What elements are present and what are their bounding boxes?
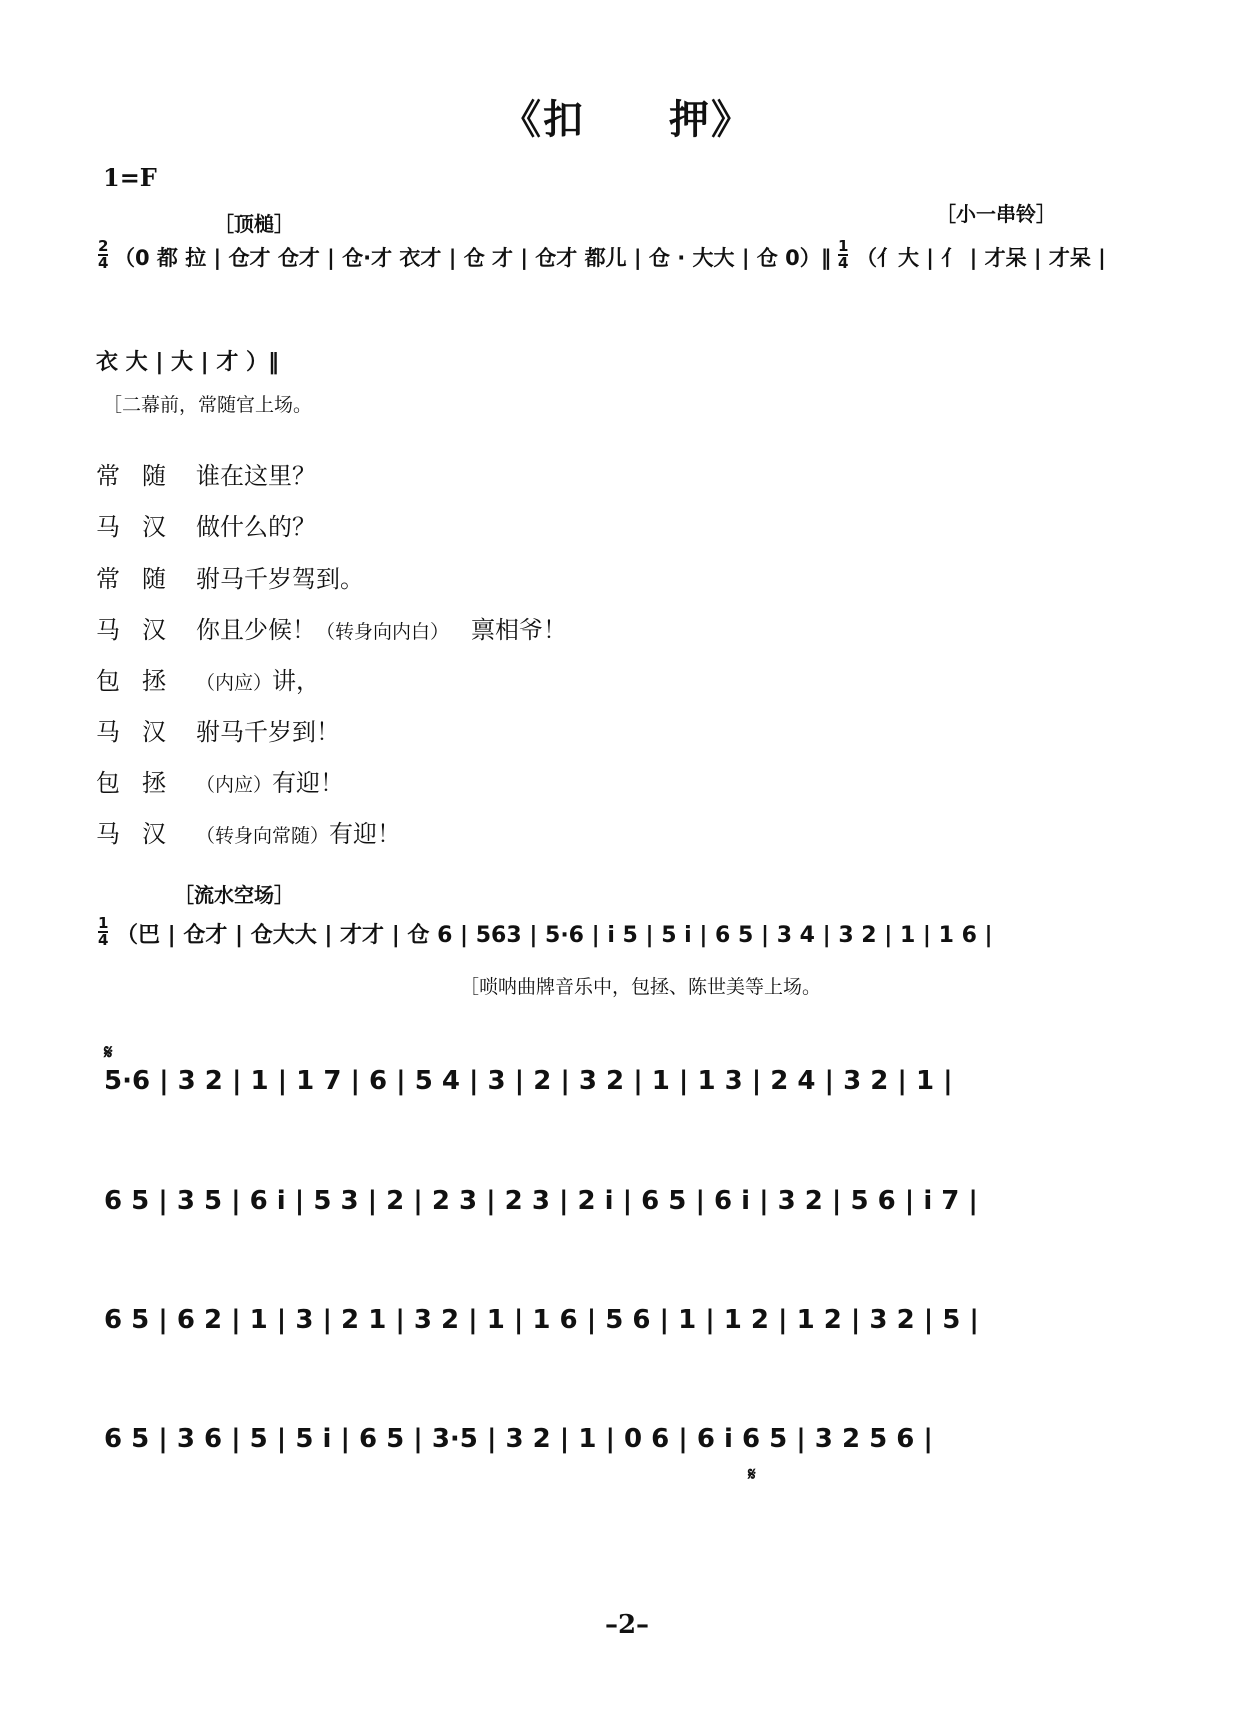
role-name: 常随 — [96, 565, 188, 593]
time-signature-denominator: 4 — [838, 254, 849, 272]
role-name: 马汉 — [96, 616, 188, 644]
role-name: 包拯 — [96, 769, 188, 797]
label-liushuikongchang: ［流水空场］ — [174, 883, 294, 907]
dialogue-line: 有迎！ — [329, 820, 402, 848]
time-signature-2-4 — [98, 239, 108, 271]
page-title: 《扣 押》 — [501, 96, 753, 143]
dialogue-row — [96, 814, 401, 849]
role-name: 常随 — [96, 462, 188, 490]
label-xiaoyichuanling: ［小一串铃］ — [936, 202, 1056, 226]
role-name: 马汉 — [96, 718, 188, 746]
percussion-line-3: （巴 | 仓才 | 仓大大 | 才才 | 仓 6 | 563 | 5·6 | i 5 | 5 i | 6 5 | 3 4 | 3 2 | 1 | 1 6 | — [116, 923, 993, 948]
dialogue-line: 驸马千岁到！ — [196, 718, 340, 746]
dialogue-aside: （内应） — [196, 672, 273, 694]
dialogue-row — [96, 610, 567, 645]
notation-line-4: 6 5 | 3 6 | 5 | 5 i | 6 5 | 3·5 | 3 2 | 1 | 0 6 | 6 i 6 5 | 3 2 5 6 | — [104, 1424, 933, 1454]
dialogue-line-2: 禀相爷！ — [471, 616, 568, 644]
dialogue-aside: （转身向内白） — [316, 621, 450, 643]
dialogue-line: 做什么的？ — [196, 513, 316, 541]
dialogue-line: 讲， — [272, 667, 321, 695]
percussion-line-1a: （0 都 拉 | 仓才 仓才 | 仓·才 衣才 | 仓 才 | 仓才 都儿 | 仓 · 大大 | 仓 0）‖ — [114, 246, 832, 270]
dialogue-row — [96, 661, 320, 696]
segno-sign: 𝄋 — [104, 1040, 113, 1064]
role-name: 马汉 — [96, 820, 188, 848]
time-signature-numerator: 1 — [98, 914, 109, 932]
dialogue-line: 谁在这里？ — [196, 462, 316, 490]
dialogue-row — [96, 456, 316, 491]
dialogue-aside: （内应） — [196, 774, 273, 796]
dialogue-row — [96, 559, 364, 594]
percussion-line-1b: （亻大 | 亻 | 才呆 | 才呆 | — [856, 246, 1106, 270]
role-name: 包拯 — [96, 667, 188, 695]
time-signature-1-4 — [98, 916, 108, 948]
time-signature-numerator: 1 — [838, 237, 849, 255]
segno-sign: 𝄋 — [748, 1464, 756, 1485]
dialogue-line: 有迎！ — [272, 769, 345, 797]
dialogue-line: 驸马千岁驾到。 — [196, 565, 364, 593]
key-signature: 1=F — [103, 163, 157, 192]
dialogue-aside: （转身向常随） — [196, 825, 330, 847]
time-signature-denominator: 4 — [98, 931, 109, 949]
dialogue-line: 你且少候！ — [196, 616, 316, 644]
time-signature-numerator: 2 — [98, 237, 109, 255]
time-signature-denominator: 4 — [98, 254, 109, 272]
page-number: –2– — [604, 1610, 650, 1640]
notation-line-3: 6 5 | 6 2 | 1 | 3 | 2 1 | 3 2 | 1 | 1 6 | 5 6 | 1 | 1 2 | 1 2 | 3 2 | 5 | — [104, 1305, 979, 1335]
dialogue-row — [96, 712, 340, 747]
time-signature-1-4 — [838, 239, 848, 271]
percussion-line-2: 衣 大 | 大 | 才 ）‖ — [96, 350, 280, 375]
notation-line-2: 6 5 | 3 5 | 6 i | 5 3 | 2 | 2 3 | 2 3 | 2 i | 6 5 | 6 i | 3 2 | 5 6 | i 7 | — [104, 1186, 978, 1216]
stage-direction-2: ［唢呐曲牌音乐中，包拯、陈世美等上场。 — [460, 976, 822, 998]
label-dingzhui: ［顶槌］ — [214, 212, 294, 236]
dialogue-row — [96, 507, 316, 542]
notation-line-1: 5·6 | 3 2 | 1 | 1 7 | 6 | 5 4 | 3 | 2 | 3 2 | 1 | 1 3 | 2 4 | 3 2 | 1 | — [104, 1066, 953, 1096]
stage-direction-1: ［二幕前，常随官上场。 — [103, 394, 313, 416]
dialogue-row — [96, 763, 344, 798]
role-name: 马汉 — [96, 513, 188, 541]
